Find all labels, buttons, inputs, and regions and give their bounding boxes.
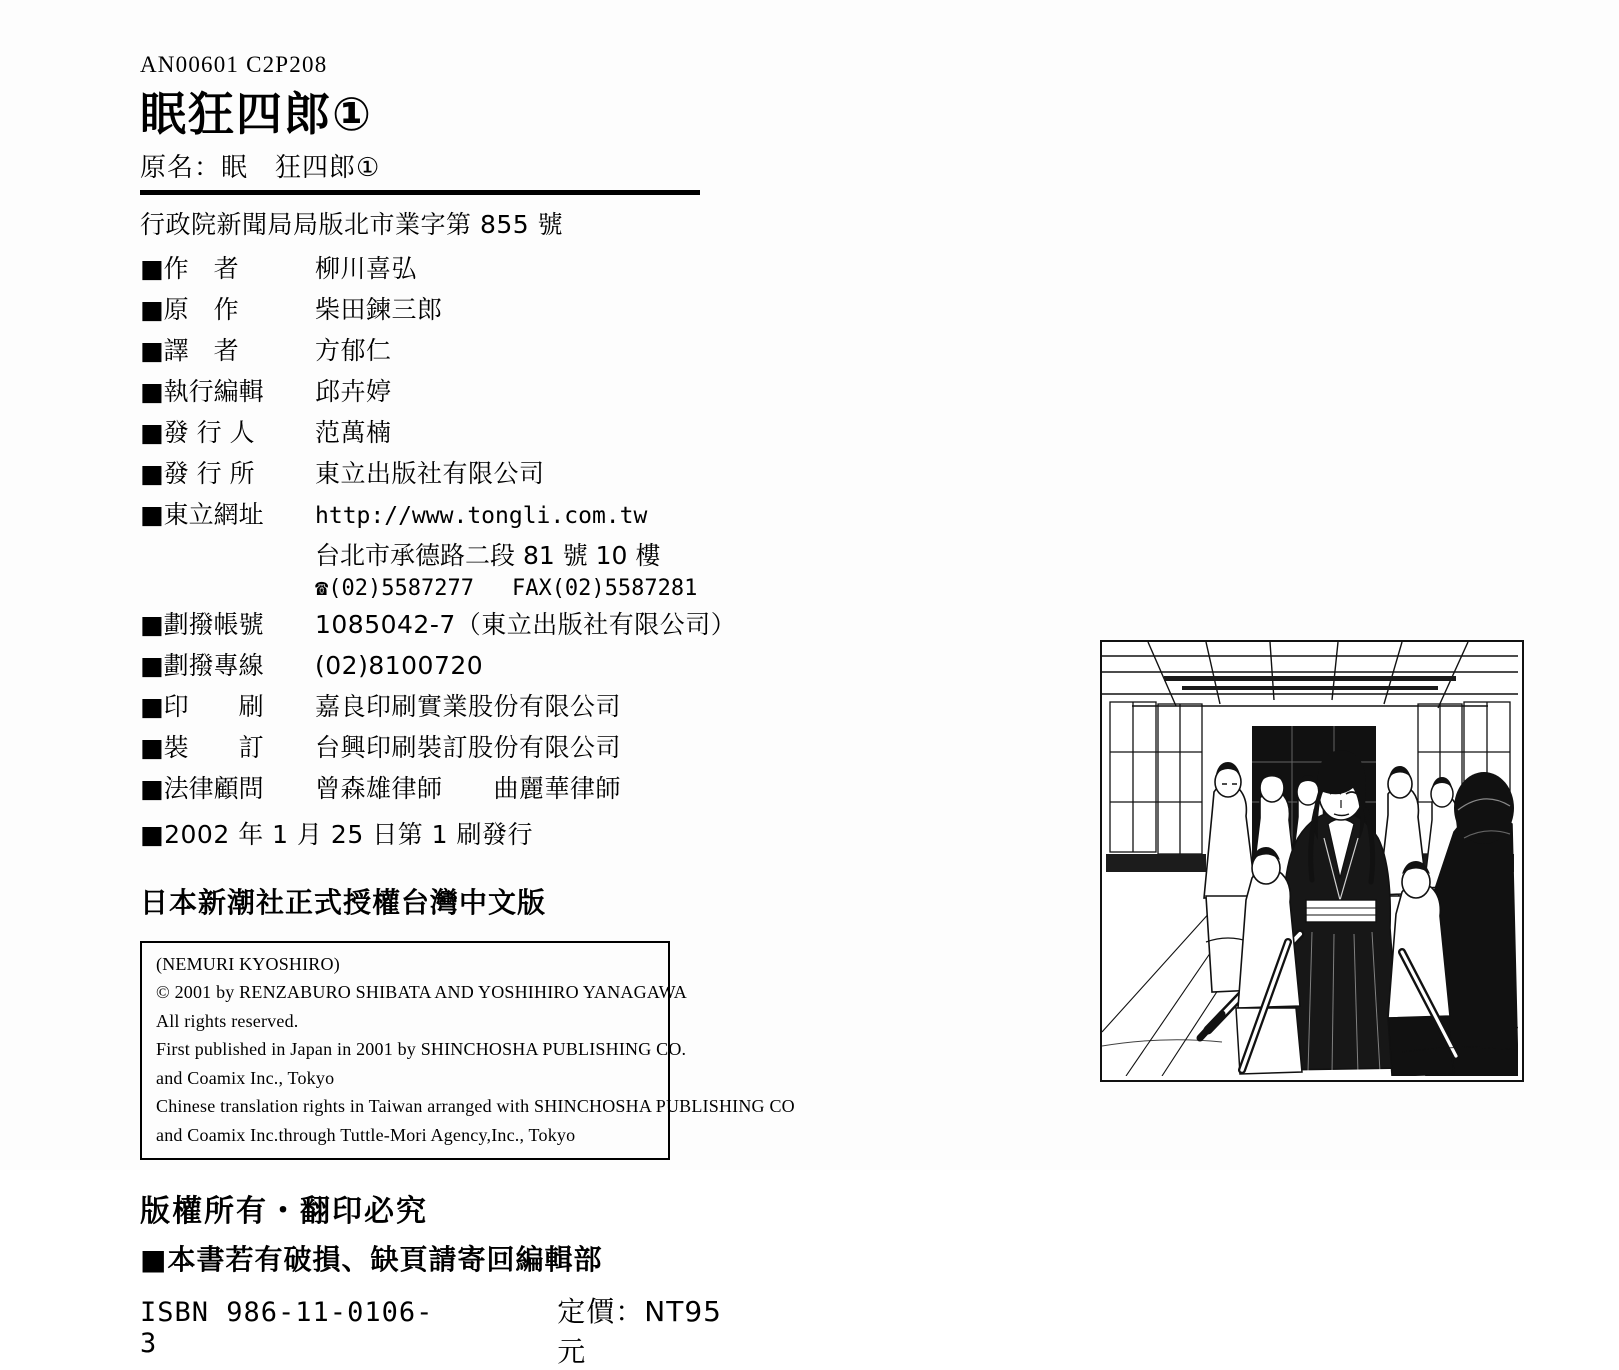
phone-number: ☎(02)5587277: [315, 575, 474, 601]
credit-value: 台興印刷裝訂股份有限公司: [315, 732, 622, 762]
colophon-text-column: [140, 52, 795, 1370]
credit-row: [140, 769, 760, 805]
publisher-address: 台北市承德路二段 81 號 10 樓: [315, 540, 661, 570]
credit-row: [140, 249, 760, 285]
credit-label: ■原 作: [140, 294, 239, 324]
credits-list-secondary: [140, 605, 760, 805]
credit-label: ■執行編輯: [140, 376, 264, 406]
copyright-line: © 2001 by RENZABURO SHIBATA AND YOSHIHIRO YANAGAWA: [156, 982, 687, 1003]
footer-block: [140, 1186, 760, 1370]
credit-label: ■東立網址: [140, 499, 264, 529]
copyright-line: and Coamix Inc., Tokyo: [156, 1067, 335, 1088]
publisher-website[interactable]: http://www.tongli.com.tw: [315, 502, 648, 529]
credit-label: ■劃撥專線: [140, 650, 264, 680]
damaged-copy-notice: ■本書若有破損、缺頁請寄回編輯部: [140, 1243, 603, 1277]
copyright-line: First published in Japan in 2001 by SHINCHOSHA PUBLISHING CO.: [156, 1039, 687, 1060]
isbn-number: ISBN 986-11-0106-3: [140, 1297, 434, 1360]
license-statement: 日本新潮社正式授權台灣中文版: [140, 885, 547, 919]
copyright-line: Chinese translation rights in Taiwan arranged with SHINCHOSHA PUBLISHING CO: [156, 1096, 795, 1117]
publish-date: ■2002 年 1 月 25 日第 1 刷發行: [140, 819, 533, 849]
credit-row-website: [140, 495, 760, 531]
isbn-price-row: [140, 1290, 760, 1370]
credit-value: 方郁仁: [315, 335, 392, 365]
fax-number: FAX(02)5587281: [511, 575, 698, 601]
credit-value: 1085042-7（東立出版社有限公司）: [315, 609, 737, 639]
credit-row: [140, 454, 760, 490]
credit-label: ■發 行 所: [140, 458, 255, 488]
copyright-box: [140, 941, 795, 1161]
price-label: 定價：NT95 元: [557, 1295, 722, 1369]
copyright-line: (NEMURI KYOSHIRO): [156, 953, 340, 974]
credit-value: 嘉良印刷實業股份有限公司: [315, 691, 622, 721]
credit-label: ■作 者: [140, 253, 239, 283]
title-divider: [140, 190, 700, 195]
credit-label: ■印 刷: [140, 691, 264, 721]
catalog-code: AN00601 C2P208: [140, 52, 328, 77]
copyright-line: and Coamix Inc.through Tuttle-Mori Agency,Inc., Tokyo: [156, 1124, 576, 1145]
credit-row: [140, 413, 760, 449]
credit-row: [140, 290, 760, 326]
samurai-corridor-illustration: [1102, 642, 1518, 1076]
original-title: 原名：眠 狂四郎①: [140, 152, 381, 183]
credit-value: 曾森雄律師 曲麗華律師: [315, 773, 622, 803]
credit-value: 范萬楠: [315, 417, 392, 447]
rights-reserved-notice: 版權所有・翻印必究: [140, 1194, 428, 1230]
credit-label: ■劃撥帳號: [140, 609, 264, 639]
credit-label: ■發 行 人: [140, 417, 255, 447]
credit-value: 邱卉婷: [315, 376, 392, 406]
credit-value: 柳川喜弘: [315, 253, 418, 283]
credit-row: [140, 728, 760, 764]
credit-value: (02)8100720: [315, 650, 484, 680]
manga-illustration-panel: [1100, 640, 1524, 1082]
credit-row: [140, 687, 760, 723]
government-registration: 行政院新聞局局版北市業字第 855 號: [140, 209, 564, 239]
credit-row: [140, 646, 760, 682]
credit-row: [140, 605, 760, 641]
credit-value: 東立出版社有限公司: [315, 458, 545, 488]
credit-label: ■譯 者: [140, 335, 239, 365]
credit-label: ■法律顧問: [140, 773, 264, 803]
credit-value: 柴田鍊三郎: [315, 294, 443, 324]
publisher-contact: [315, 576, 760, 601]
credit-row: [140, 331, 760, 367]
credit-row: [140, 372, 760, 408]
copyright-line: All rights reserved.: [156, 1010, 299, 1031]
credit-label: ■裝 訂: [140, 732, 264, 762]
book-title: 眠狂四郎①: [140, 87, 373, 141]
credits-list-primary: [140, 249, 760, 531]
